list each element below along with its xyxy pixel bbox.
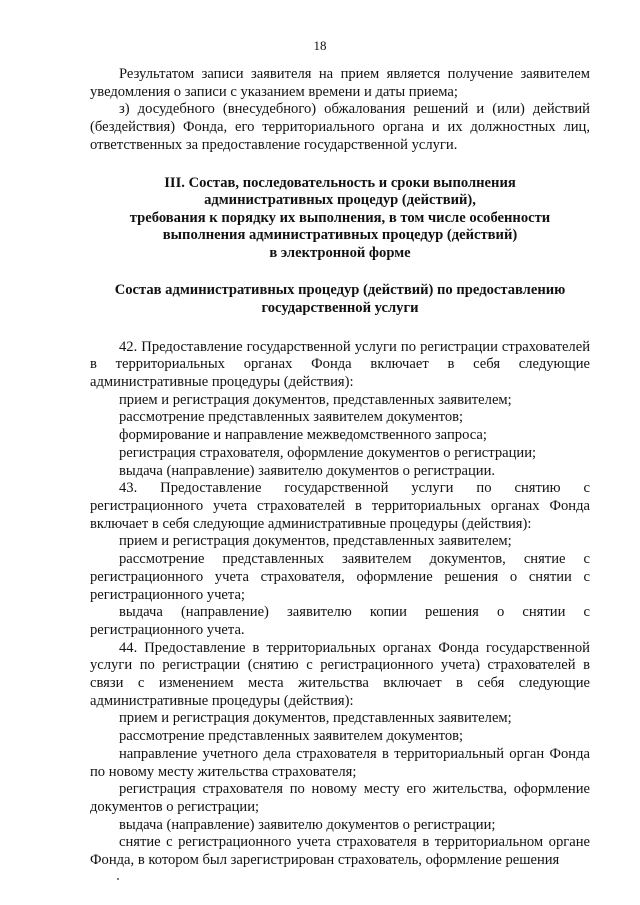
section-heading-line: выполнения административных процедур (действий) [162, 227, 518, 244]
list-item: направление учетного дела страхователя в территориальный орган Фонда по новому месту жительства страхователя; [90, 745, 590, 780]
subheading-line: государственной услуги [261, 300, 419, 317]
list-item: выдача (направление) заявителю документов о регистрации; [119, 816, 496, 833]
list-item: формирование и направление межведомственного запроса; [119, 427, 487, 444]
list-item: прием и регистрация документов, представленных заявителем; [119, 710, 512, 727]
list-item: выдача (направление) заявителю документов о регистрации. [119, 462, 496, 479]
section-heading-line: требования к порядку их выполнения, в том числе особенности [129, 209, 551, 226]
subheading [90, 282, 590, 317]
list-item: прием и регистрация документов, представленных заявителем; [119, 533, 512, 550]
paragraph-44: 44. Предоставление в территориальных органах Фонда государственной услуги по регистрации (снятию с регистрационного учета) страхователей в связи с изменением места жительства включает в себя следующие административные процедуры (действия): [90, 639, 590, 709]
section-heading-line: административных процедур (действий), [204, 192, 476, 209]
paragraph: з) досудебного (внесудебного) обжалования решений и (или) действий (бездействия) Фонда, его территориального органа и их должностных лиц, ответственных за предоставление государственной услуги. [90, 101, 590, 153]
paragraph-42: 42. Предоставление государственной услуги по регистрации страхователей в территориальных органах Фонда включает в себя следующие административные процедуры (действия): [90, 338, 590, 391]
list-item: рассмотрение представленных заявителем документов, снятие с регистрационного учета страхователя, оформление решения о снятии с регистрационного учета; [90, 551, 590, 603]
page-number: 18 [313, 38, 327, 53]
paragraph-43: 43. Предоставление государственной услуги по снятию с регистрационного учета страхователей в территориальных органах Фонда включает в себя следующие административные процедуры (действия): [90, 480, 590, 532]
subheading-line: Состав административных процедур (действий) по предоставлению [114, 282, 566, 299]
paragraph: Результатом записи заявителя на прием является получение заявителем уведомления о записи с указанием времени и даты приема; [90, 66, 590, 100]
list-item: регистрация страхователя по новому месту его жительства, оформление документов о регистрации; [90, 781, 590, 815]
list-item: снятие с регистрационного учета страхователя в территориальном органе Фонда, в котором был зарегистрирован страхователь, оформление решения [90, 834, 590, 869]
section-heading-line: III. Состав, последовательность и сроки выполнения [164, 174, 516, 191]
list-item: прием и регистрация документов, представленных заявителем; [119, 391, 512, 408]
list-item: регистрация страхователя, оформление документов о регистрации; [119, 444, 537, 461]
list-item: рассмотрение представленных заявителем документов; [119, 728, 464, 745]
section-heading-line: в электронной форме [269, 244, 411, 261]
list-item: выдача (направление) заявителю копии решения о снятии с регистрационного учета. [90, 604, 590, 638]
section-heading [90, 175, 590, 263]
page-content [90, 66, 590, 870]
scan-speck [117, 878, 119, 880]
list-item: рассмотрение представленных заявителем документов; [119, 409, 464, 426]
